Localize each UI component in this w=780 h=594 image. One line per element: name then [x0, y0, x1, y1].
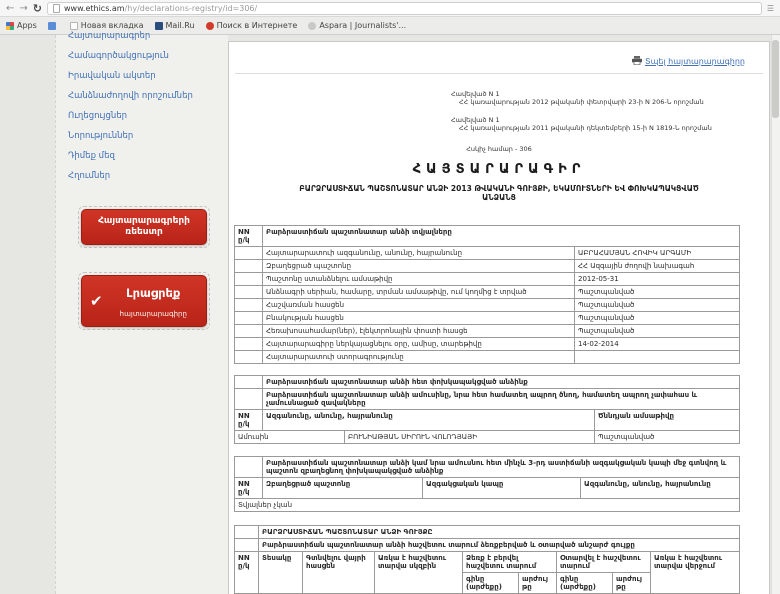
page-subtitle: ԲԱՐՁՐԱՍՏԻՃԱՆ ՊԱՇՏՈՆԱՏԱՐ ԱՆՁԻ 2013 ԹՎԱԿԱՆԻ ԳՈՒՅՔԻ, ԵԿԱՄՈՒՏՆԵՐԻ ԵՎ ՓՈԽԿԱՊԱԿՑՎԱԾ ԱՆՁԱՆՑ: [299, 184, 699, 202]
sidebar-item-links[interactable]: Հղումներ: [68, 171, 111, 181]
bookmark-mailru[interactable]: Mail.Ru: [155, 21, 195, 30]
declarations-registry-button[interactable]: Հայտարարագրերի ռեեստր: [81, 209, 207, 245]
browser-menu-icon[interactable]: ☰: [766, 3, 774, 13]
forward-button[interactable]: →: [19, 2, 28, 14]
registry-button-wrap: [78, 206, 210, 248]
empty-data-row: Տվյալներ չկան: [235, 499, 740, 512]
table-row: Հայտարարատուի ստորագրությունը: [235, 351, 740, 364]
sidebar-item-cooperation[interactable]: Համագործակցություն: [68, 51, 169, 61]
table-row: Հայտարարատուի ազգանունը, անունը, հայրանունը ԱԲՐԱՀԱՄՅԱՆ ՀՈՎԻԿ ԱՐԳԱՄԻ: [235, 247, 740, 260]
related-persons-table: [234, 375, 740, 444]
reload-button[interactable]: ↻: [32, 1, 42, 15]
section-title-row: Բարձրաստիճան պաշտոնատար անձի հետ փոխկապակցված անձինք: [235, 376, 740, 389]
official-data-table: [234, 225, 740, 364]
section-title-row: ԲԱՐՁՐԱՍՏԻՃԱՆ ՊԱՇՏՈՆԱՏԱՐ ԱՆՁԻ ԳՈՒՅՔԸ: [235, 526, 740, 539]
fill-declaration-button[interactable]: ✔ Լրացրեք հայտարարագիրը: [81, 275, 207, 327]
table-row: Հայտարարագիրը ներկայացնելու օրը, ամիսը, տարեթիվը 14-02-2014: [235, 338, 740, 351]
table-row: Բնակության հասցեն Պաշտպանված: [235, 312, 740, 325]
bookmark-folder[interactable]: [48, 22, 59, 30]
table-header-row: NN ը/կ Տեսակը Գտնվելու վայրի հասցեն Առկա է հաշվետու տարվա սկզբին Ձեռք է բերվել հաշվետու տարում Օտարվել է հաշվետու տարում Առկա է հաշվետու տարվա վերջում: [235, 552, 740, 573]
declaration-document: [228, 41, 770, 594]
sidebar-item-commission-decisions[interactable]: Հանձնաժողովի որոշումներ: [68, 91, 193, 101]
bookmark-search[interactable]: Поиск в Интернете: [206, 21, 298, 30]
table-header-row: NN ը/կ Զբաղեցրած պաշտոնը Ազգակցական կապը Ազգանունը, անունը, հայրանունը: [235, 478, 740, 499]
table-row: Զբաղեցրած պաշտոնը ՀՀ Ազգային ժողովի նախագահ: [235, 260, 740, 273]
sidebar-item-news[interactable]: Նորություններ: [68, 131, 134, 141]
table-row: Պաշտոնը ստանձնելու ամսաթիվը 2012-05-31: [235, 273, 740, 286]
browser-navbar: [0, 0, 780, 17]
sidebar-item-contact[interactable]: Դիմեք մեզ: [68, 151, 115, 161]
printer-icon: [632, 56, 642, 67]
bookmark-new-tab[interactable]: Новая вкладка: [70, 21, 144, 30]
url-host: www.ethics.am: [64, 3, 125, 13]
property-table: [234, 525, 740, 594]
section-intro-row: Բարձրաստիճան պաշտոնատար անձի կամ նրա ամուսնու հետ մինչև 3-րդ աստիճանի ազգակցական կապի մեջ գտնվող և պաշտոն զբաղեցնող փոխկապակցված անձինք: [235, 457, 740, 478]
section-intro-row: Բարձրաստիճան պաշտոնատար անձի ամուսինը, նրա հետ համատեղ ապրող ծնող, համատեղ ապրող չափահաս և չամուսնացած զավակները: [235, 389, 740, 410]
sidebar-item-guidelines[interactable]: Ուղեցույցներ: [68, 111, 128, 121]
sidebar: [55, 31, 228, 594]
kin-officials-table: [234, 456, 740, 512]
mailru-icon: [155, 22, 163, 30]
divider: [235, 73, 763, 74]
control-number: Հսկիչ համար - 306: [466, 145, 532, 153]
page-favicon-icon: [53, 4, 60, 13]
bookmark-aspara[interactable]: Aspara | Journalists'...: [308, 21, 406, 30]
annex-reference-1: Հավելված N 1 ՀՀ կառավարության 2012 թվականի փետրվարի 23-ի N 206-Ն որոշման: [451, 90, 704, 106]
webpage: [0, 31, 780, 594]
address-bar[interactable]: [47, 2, 762, 15]
sidebar-item-declarations[interactable]: Հայտարարագրեր: [68, 31, 151, 41]
table-subheader-row: գինը (արժեքը) արժույթը գինը (արժեքը) արժույթը: [235, 573, 740, 594]
page-title: ՀԱՅՏԱՐԱՐԱԳԻՐ: [412, 162, 586, 177]
checkmark-icon: ✔: [90, 291, 103, 310]
table-row: Հեռախոսահամար(ներ), էլեկտրոնային փոստի հասցե Պաշտպանված: [235, 325, 740, 338]
table-header-row: NN ը/կ Բարձրաստիճան պաշտոնատար անձի տվյալները: [235, 226, 740, 247]
sidebar-item-legal-acts[interactable]: Իրավական ակտեր: [68, 71, 156, 81]
scrollbar-thumb[interactable]: [772, 40, 779, 118]
scrollbar[interactable]: [771, 35, 780, 594]
section-intro-row: Բարձրաստիճան պաշտոնատար անձի հաշվետու տարում ձեռքբերված և օտարված անշարժ գույքը: [235, 539, 740, 552]
table-row: Հաշվառման հասցեն Պաշտպանված: [235, 299, 740, 312]
bookmark-apps[interactable]: Apps: [6, 21, 37, 30]
apps-grid-icon: [6, 22, 14, 30]
url-text: [64, 3, 257, 14]
print-declaration-link[interactable]: Տպել հայտարարագիրը: [632, 57, 745, 66]
url-path: /hy/declarations-registry/id=306/: [124, 3, 258, 13]
print-row: [229, 42, 769, 73]
back-button[interactable]: ←: [6, 2, 15, 14]
blue-favicon-icon: [48, 22, 56, 30]
table-row: Անձնագրի սերիան, համարը, տրման ամսաթիվը, ում կողմից է տրված Պաշտպանված: [235, 286, 740, 299]
generic-favicon-icon: [308, 22, 316, 30]
annex-reference-2: Հավելված N 1 ՀՀ կառավարության 2011 թվականի դեկտեմբերի 15-ի N 1819-Ն որոշման: [451, 116, 712, 132]
search-icon: [206, 22, 214, 30]
table-row: Ամուսին ԲՈՒՆԻԱԹՅԱՆ ՍԻՐՈՒՆ ՎՈԼՈԴՅԱՅԻ Պաշտպանված: [235, 431, 740, 444]
table-header-row: NN ը/կ Ազգանունը, անունը, հայրանունը Ծննդյան ամսաթիվը: [235, 410, 740, 431]
page-icon: [70, 22, 78, 30]
fill-button-wrap: [78, 272, 210, 330]
